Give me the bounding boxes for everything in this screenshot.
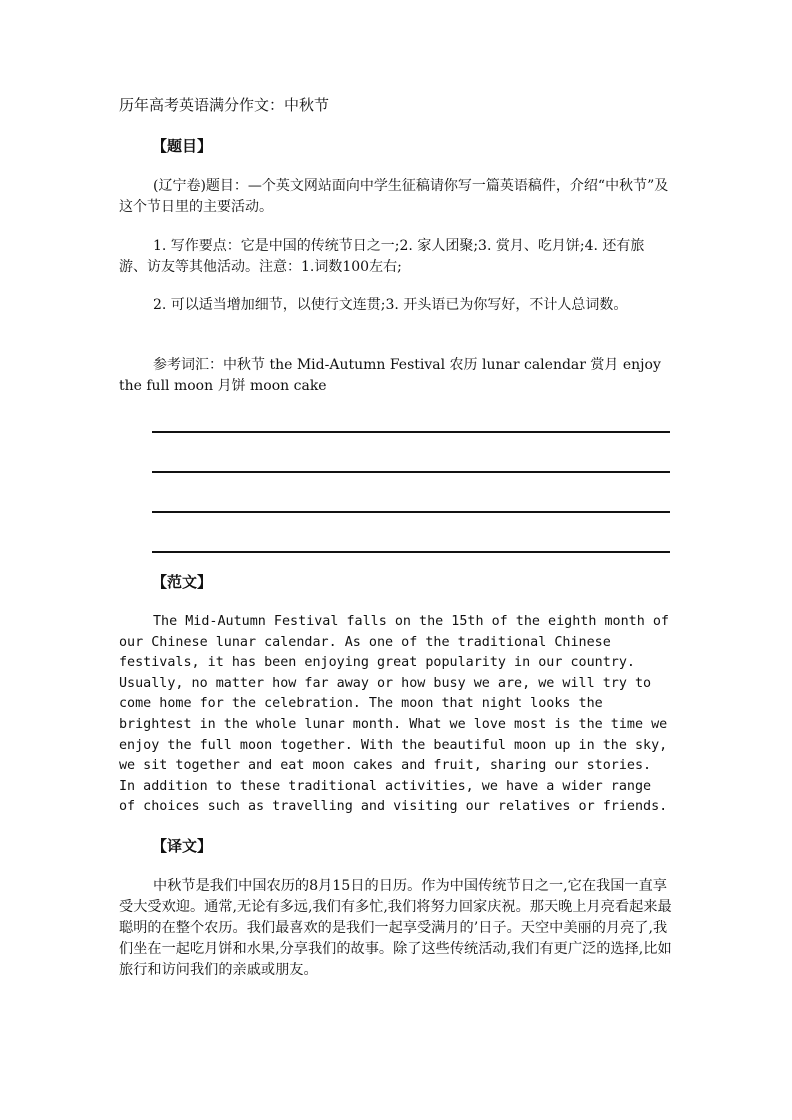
writing-line	[152, 511, 670, 513]
sample-essay-text: The Mid-Autumn Festival falls on the 15th of the eighth month of our Chinese lunar calendar. As one of the traditional Chinese festivals, it has been enjoying great popularity in our country. Usually, no matter how far away or how busy we are, we will try to come home for the celebration. The moon that night looks the brightest in the whole lunar month. What we love most is the time we enjoy the full moon together. With the beautiful moon up in the sky, we sit together and eat moon cakes and fruit, sharing our stories. In addition to these traditional activities, we have a wider range of choices such as travelling and visiting our relatives or friends.	[119, 614, 669, 815]
requirements-paragraph-1: 1. 写作要点：它是中国的传统节日之一;2. 家人团聚;3. 赏月、吃月饼;4. 还有旅游、访友等其他活动。注意：1.词数100左右;	[119, 238, 645, 275]
vocabulary-paragraph: 参考词汇：中秋节 the Mid-Autumn Festival 农历 lunar calendar 赏月 enjoy the full moon 月饼 moon cake	[119, 357, 661, 394]
document-title: 历年高考英语满分作文：中秋节	[119, 96, 330, 114]
writing-line	[152, 471, 670, 473]
sample-essay-heading: 【范文】	[152, 573, 213, 591]
requirements-paragraph-2: 2. 可以适当增加细节，以使行文连贯;3. 开头语已为你写好，不计人总词数。	[153, 297, 628, 313]
topic-heading: 【题目】	[152, 137, 213, 155]
translation-heading: 【译文】	[152, 837, 213, 855]
translation-text: 中秋节是我们中国农历的8月15日的日历。作为中国传统节日之一,它在我国一直享受大受欢迎。通常,无论有多远,我们有多忙,我们将努力回家庆祝。那天晚上月亮看起来最聪明的在整个农历。我们最喜欢的是我们一起享受满月的’日子。天空中美丽的月亮了,我们坐在一起吃月饼和水果,分享我们的故事。除了这些传统活动,我们有更广泛的选择,比如旅行和访问我们的亲戚或朋友。	[119, 878, 672, 978]
topic-intro-paragraph: (辽宁卷)题目：—个英文网站面向中学生征稿请你写一篇英语稿件，介绍“中秋节”及这个节日里的主要活动。	[119, 178, 669, 215]
writing-lines	[152, 431, 670, 591]
writing-line	[152, 551, 670, 553]
writing-line	[152, 431, 670, 433]
